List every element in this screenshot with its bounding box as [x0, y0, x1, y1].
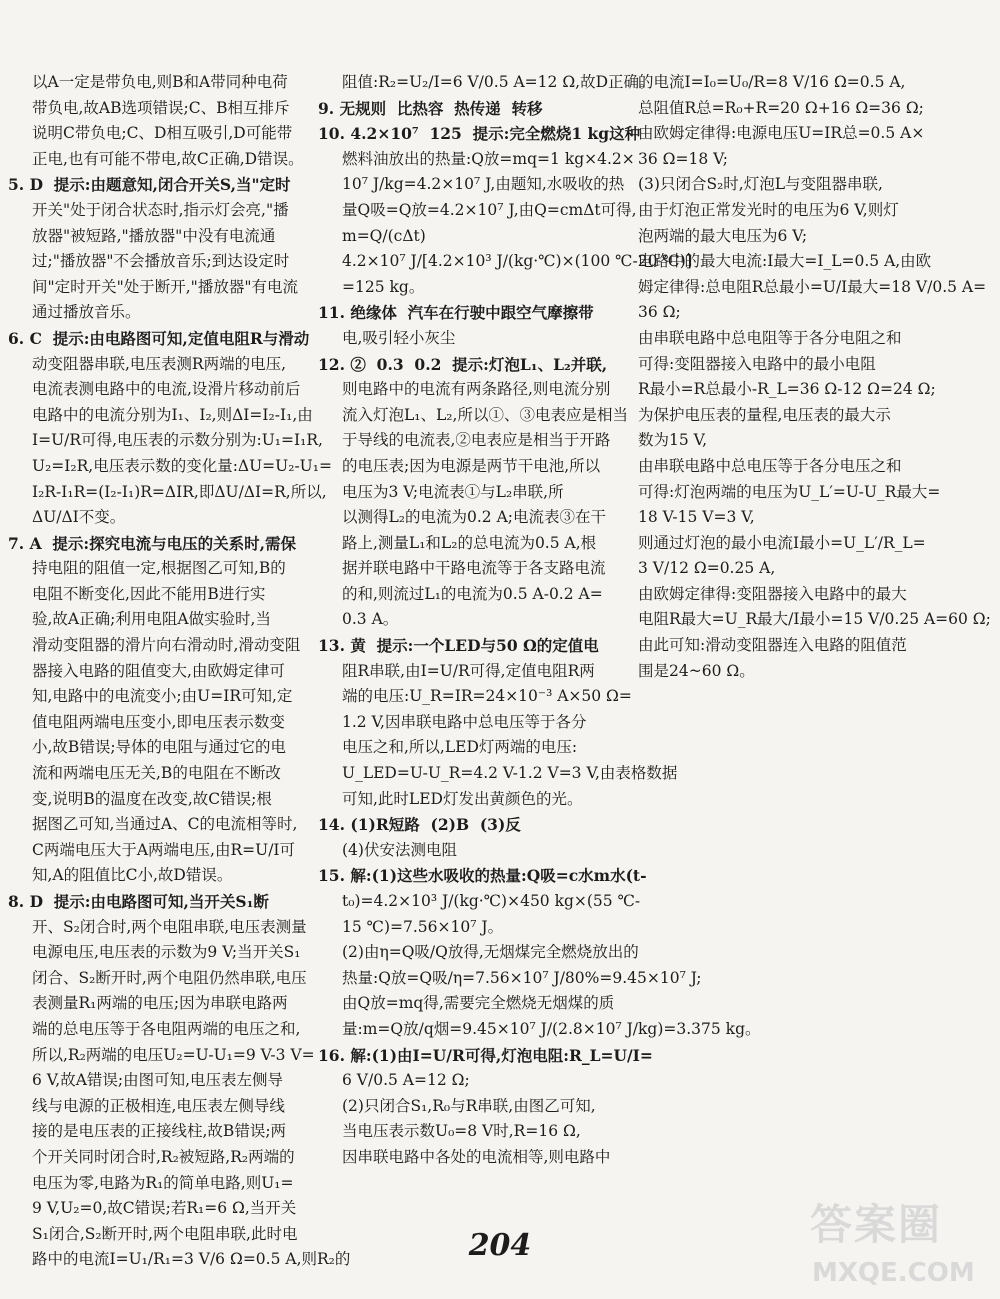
- answer-text-line: (3)只闭合S₂时,灯泡L与变阻器串联,: [638, 175, 883, 194]
- answer-text-line: 数为15 V,: [638, 431, 708, 450]
- answer-text-line: 可得:灯泡两端的电压为U_L′=U-U_R最大=: [638, 482, 941, 501]
- answer-text-line: 为保护电压表的量程,电压表的最大示: [638, 405, 891, 424]
- answer-text-line: 持电阻的阻值一定,根据图乙可知,B的: [32, 559, 286, 578]
- answer-text-line: 线与电源的正极相连,电压表左侧导线: [32, 1096, 285, 1115]
- answer-text-line: 电流表测电路中的电流,设滑片移动前后: [32, 380, 301, 399]
- answer-text-line: 滑动变阻器的滑片向右滑动时,滑动变阻: [32, 636, 301, 655]
- answer-text-line: 以A一定是带负电,则B和A带同种电荷: [32, 73, 288, 91]
- watermark-url: MXQE.COM: [812, 1258, 975, 1288]
- answer-text-line: 由此可知:滑动变阻器连入电路的阻值范: [638, 636, 907, 655]
- answer-text-line: 电路中的电流分别为I₁、I₂,则ΔI=I₂-I₁,由: [32, 405, 313, 424]
- question-answer-start: 11. 绝缘体 汽车在行驶中跟空气摩擦带: [318, 303, 594, 323]
- question-answer-start: 12. ② 0.3 0.2 提示:灯泡L₁、L₂并联,: [318, 354, 608, 374]
- answer-text-line: 电阻不断变化,因此不能用B进行实: [32, 584, 266, 603]
- answer-text-line: 闭合、S₂断开时,两个电阻仍然串联,电压: [32, 968, 307, 987]
- answer-text-line: 由串联电路中总电阻等于各分电阻之和: [638, 328, 902, 347]
- answer-text-line: 姆定律得:总电阻R总最小=U/I最大=18 V/0.5 A=: [638, 277, 987, 296]
- answer-text-line: 电阻R最大=U_R最大/I最小=15 V/0.25 A=60 Ω;: [638, 610, 991, 629]
- answer-column-left: [8, 70, 351, 1273]
- answer-text-line: 路中的电流I=U₁/R₁=3 V/6 Ω=0.5 A,则R₂的: [32, 1250, 351, 1269]
- answer-text-line: 由欧姆定律得:电源电压U=IR总=0.5 A×: [638, 124, 925, 143]
- answer-text-line: 放器"被短路,"播放器"中没有电流通: [32, 226, 276, 245]
- answer-text-line: 则通过灯泡的最小电流I最小=U_L′/R_L=: [638, 533, 926, 552]
- answer-text-line: 知,A的阻值比C小,故D错误。: [32, 866, 233, 885]
- answer-text-line: 因串联电路中各处的电流相等,则电路中: [342, 1147, 611, 1166]
- answer-column-right: [638, 70, 991, 684]
- answer-text-line: U_LED=U-U_R=4.2 V-1.2 V=3 V,由表格数据: [342, 764, 678, 783]
- answer-text-line: 量:m=Q放/q烟=9.45×10⁷ J/(2.8×10⁷ J/kg)=3.375 kg。: [342, 1019, 761, 1038]
- question-answer-start: 13. 黄 提示:一个LED与50 Ω的定值电: [318, 636, 599, 656]
- answer-text-line: 9 V,U₂=0,故C错误;若R₁=6 Ω,当开关: [32, 1199, 297, 1218]
- answer-text-line: (2)只闭合S₁,R₀与R串联,由图乙可知,: [342, 1096, 596, 1115]
- answer-text-line: 以测得L₂的电流为0.2 A;电流表③在干: [342, 508, 607, 527]
- answer-text-line: 量Q吸=Q放=4.2×10⁷ J,由Q=cmΔt可得,: [342, 200, 637, 219]
- question-answer-start: 16. 解:(1)由I=U/R可得,灯泡电阻:R_L=U/I=: [318, 1045, 653, 1065]
- question-answer-start: 15. 解:(1)这些水吸收的热量:Q吸=c水m水(t-: [318, 866, 647, 886]
- answer-text-line: 36 Ω=18 V;: [638, 149, 728, 168]
- answer-text-line: 由于灯泡正常发光时的电压为6 V,则灯: [638, 200, 899, 219]
- answer-text-line: 泡两端的最大电压为6 V;: [638, 226, 808, 245]
- answer-text-line: 说明C带负电;C、D相互吸引,D可能带: [32, 124, 293, 143]
- answer-text-line: 总阻值R总=R₀+R=20 Ω+16 Ω=36 Ω;: [638, 98, 924, 117]
- answer-text-line: 正电,也有可能不带电,故C正确,D错误。: [32, 149, 304, 168]
- answer-text-line: t₀)=4.2×10³ J/(kg·℃)×450 kg×(55 ℃-: [342, 892, 641, 910]
- question-answer-start: 5. D 提示:由题意知,闭合开关S,当"定时: [8, 175, 291, 195]
- answer-text-line: 4.2×10⁷ J/[4.2×10³ J/(kg·℃)×(100 ℃-20 ℃)]: [342, 252, 692, 271]
- answer-text-line: 的和,则流过L₁的电流为0.5 A-0.2 A=: [342, 584, 603, 603]
- page-number: 204: [468, 1228, 532, 1263]
- answer-text-line: 燃料油放出的热量:Q放=mq=1 kg×4.2×: [342, 149, 635, 168]
- answer-text-line: 值电阻两端电压变小,即电压表示数变: [32, 712, 285, 731]
- question-answer-start: 6. C 提示:由电路图可知,定值电阻R与滑动: [8, 328, 310, 348]
- answer-text-line: I=U/R可得,电压表的示数分别为:U₁=I₁R,: [32, 431, 323, 450]
- answer-text-line: 由串联电路中总电压等于各分电压之和: [638, 456, 902, 475]
- answer-text-line: 阻R串联,由I=U/R可得,定值电阻R两: [342, 661, 595, 680]
- answer-text-line: =125 kg。: [342, 277, 425, 296]
- answer-text-line: 热量:Q放=Q吸/η=7.56×10⁷ J/80%=9.45×10⁷ J;: [342, 968, 702, 987]
- answer-text-line: 小,故B错误;导体的电阻与通过它的电: [32, 738, 287, 757]
- answer-text-line: 则电路中的电流有两条路径,则电流分别: [342, 380, 611, 399]
- answer-text-line: 阻值:R₂=U₂/I=6 V/0.5 A=12 Ω,故D正确。: [342, 73, 655, 91]
- answer-text-line: 3 V/12 Ω=0.25 A,: [638, 559, 776, 578]
- answer-text-line: (4)伏安法测电阻: [342, 840, 457, 859]
- answer-text-line: 知,电路中的电流变小;由U=IR可知,定: [32, 687, 293, 706]
- answer-text-line: 10⁷ J/kg=4.2×10⁷ J,由题知,水吸收的热: [342, 175, 625, 194]
- answer-text-line: (2)由η=Q吸/Q放得,无烟煤完全燃烧放出的: [342, 943, 639, 962]
- answer-text-line: 过;"播放器"不会播放音乐;到达设定时: [32, 252, 290, 271]
- answer-text-line: 路上,测量L₁和L₂的总电流为0.5 A,根: [342, 533, 597, 552]
- answer-text-line: 器接入电路的阻值变大,由欧姆定律可: [32, 661, 285, 680]
- answer-text-line: 通过播放音乐。: [32, 303, 141, 322]
- answer-text-line: C两端电压大于A两端电压,由R=U/I可: [32, 840, 296, 859]
- answer-text-line: 当电压表示数U₀=8 V时,R=16 Ω,: [342, 1122, 581, 1141]
- answer-text-line: I₂R-I₁R=(I₂-I₁)R=ΔIR,即ΔU/ΔI=R,所以,: [32, 482, 327, 501]
- answer-text-line: 接的是电压表的正接线柱,故B错误;两: [32, 1122, 287, 1141]
- answer-text-line: ΔU/ΔI不变。: [32, 508, 126, 527]
- answer-text-line: 1.2 V,因串联电路中总电压等于各分: [342, 712, 587, 731]
- answer-text-line: 所以,R₂两端的电压U₂=U-U₁=9 V-3 V=: [32, 1045, 315, 1064]
- answer-text-line: m=Q/(cΔt): [342, 226, 426, 245]
- answer-text-line: 变,说明B的温度在改变,故C错误;根: [32, 789, 272, 808]
- answer-text-line: R最小=R总最小-R_L=36 Ω-12 Ω=24 Ω;: [638, 380, 936, 399]
- answer-text-line: 表测量R₁两端的电压;因为串联电路两: [32, 994, 288, 1013]
- answer-text-line: 6 V,故A错误;由图可知,电压表左侧导: [32, 1071, 284, 1090]
- question-answer-start: 10. 4.2×10⁷ 125 提示:完全燃烧1 kg这种: [318, 124, 641, 144]
- answer-text-line: 可知,此时LED灯发出黄颜色的光。: [342, 789, 583, 808]
- answer-text-line: 电源电压,电压表的示数为9 V;当开关S₁: [32, 943, 301, 962]
- question-answer-start: 14. (1)R短路 (2)B (3)反: [318, 815, 521, 835]
- answer-text-line: 电压为零,电路为R₁的简单电路,则U₁=: [32, 1173, 294, 1192]
- answer-text-line: 电压为3 V;电流表①与L₂串联,所: [342, 482, 564, 501]
- answer-text-line: 的电压表;因为电源是两节干电池,所以: [342, 456, 601, 475]
- answer-text-line: 验,故A正确;利用电阻A做实验时,当: [32, 610, 271, 629]
- question-answer-start: 9. 无规则 比热容 热传递 转移: [318, 98, 543, 118]
- question-answer-start: 7. A 提示:探究电流与电压的关系时,需保: [8, 533, 297, 553]
- answer-text-line: 的电流I=I₀=U₀/R=8 V/16 Ω=0.5 A,: [638, 73, 906, 91]
- answer-text-line: 流和两端电压无关,B的电阻在不断改: [32, 764, 281, 783]
- answer-text-line: 18 V-15 V=3 V,: [638, 508, 755, 527]
- answer-text-line: 带负电,故AB选项错误;C、B相互排斥: [32, 98, 290, 117]
- answer-text-line: 于导线的电流表,②电表应是相当于开路: [342, 431, 611, 450]
- answer-text-line: 流入灯泡L₁、L₂,所以①、③电表应是相当: [342, 405, 628, 424]
- answer-text-line: 动变阻器串联,电压表测R两端的电压,: [32, 354, 287, 373]
- answer-text-line: S₁闭合,S₂断开时,两个电阻串联,此时电: [32, 1224, 298, 1243]
- answer-text-line: 由Q放=mq得,需要完全燃烧无烟煤的质: [342, 994, 615, 1013]
- answer-text-line: 0.3 A。: [342, 610, 399, 629]
- answer-text-line: 端的电压:U_R=IR=24×10⁻³ A×50 Ω=: [342, 687, 632, 706]
- answer-text-line: 由欧姆定律得:变阻器接入电路中的最大: [638, 584, 907, 603]
- answer-text-line: 开关"处于闭合状态时,指示灯会亮,"播: [32, 200, 289, 219]
- answer-text-line: 据图乙可知,当通过A、C的电流相等时,: [32, 815, 298, 834]
- answer-text-line: 间"定时开关"处于断开,"播放器"有电流: [32, 277, 298, 296]
- answer-text-line: 电,吸引轻小灰尘: [342, 328, 456, 347]
- answer-text-line: 15 ℃)=7.56×10⁷ J。: [342, 917, 504, 936]
- answer-text-line: 围是24~60 Ω。: [638, 661, 755, 680]
- answer-text-line: 个开关同时闭合时,R₂被短路,R₂两端的: [32, 1147, 295, 1166]
- answer-text-line: 6 V/0.5 A=12 Ω;: [342, 1071, 470, 1090]
- watermark-logo: 答案圈: [810, 1200, 943, 1249]
- answer-text-line: 36 Ω;: [638, 303, 681, 322]
- answer-text-line: 开、S₂闭合时,两个电阻串联,电压表测量: [32, 917, 307, 936]
- answer-text-line: 电路中的最大电流:I最大=I_L=0.5 A,由欧: [638, 252, 932, 271]
- answer-text-line: 据并联电路中干路电流等于各支路电流: [342, 559, 606, 578]
- question-answer-start: 8. D 提示:由电路图可知,当开关S₁断: [8, 892, 269, 911]
- answer-text-line: U₂=I₂R,电压表示数的变化量:ΔU=U₂-U₁=: [32, 456, 332, 475]
- answer-text-line: 可得:变阻器接入电路中的最小电阻: [638, 354, 876, 373]
- answer-text-line: 电压之和,所以,LED灯两端的电压:: [342, 738, 578, 757]
- answer-text-line: 端的总电压等于各电阻两端的电压之和,: [32, 1019, 301, 1038]
